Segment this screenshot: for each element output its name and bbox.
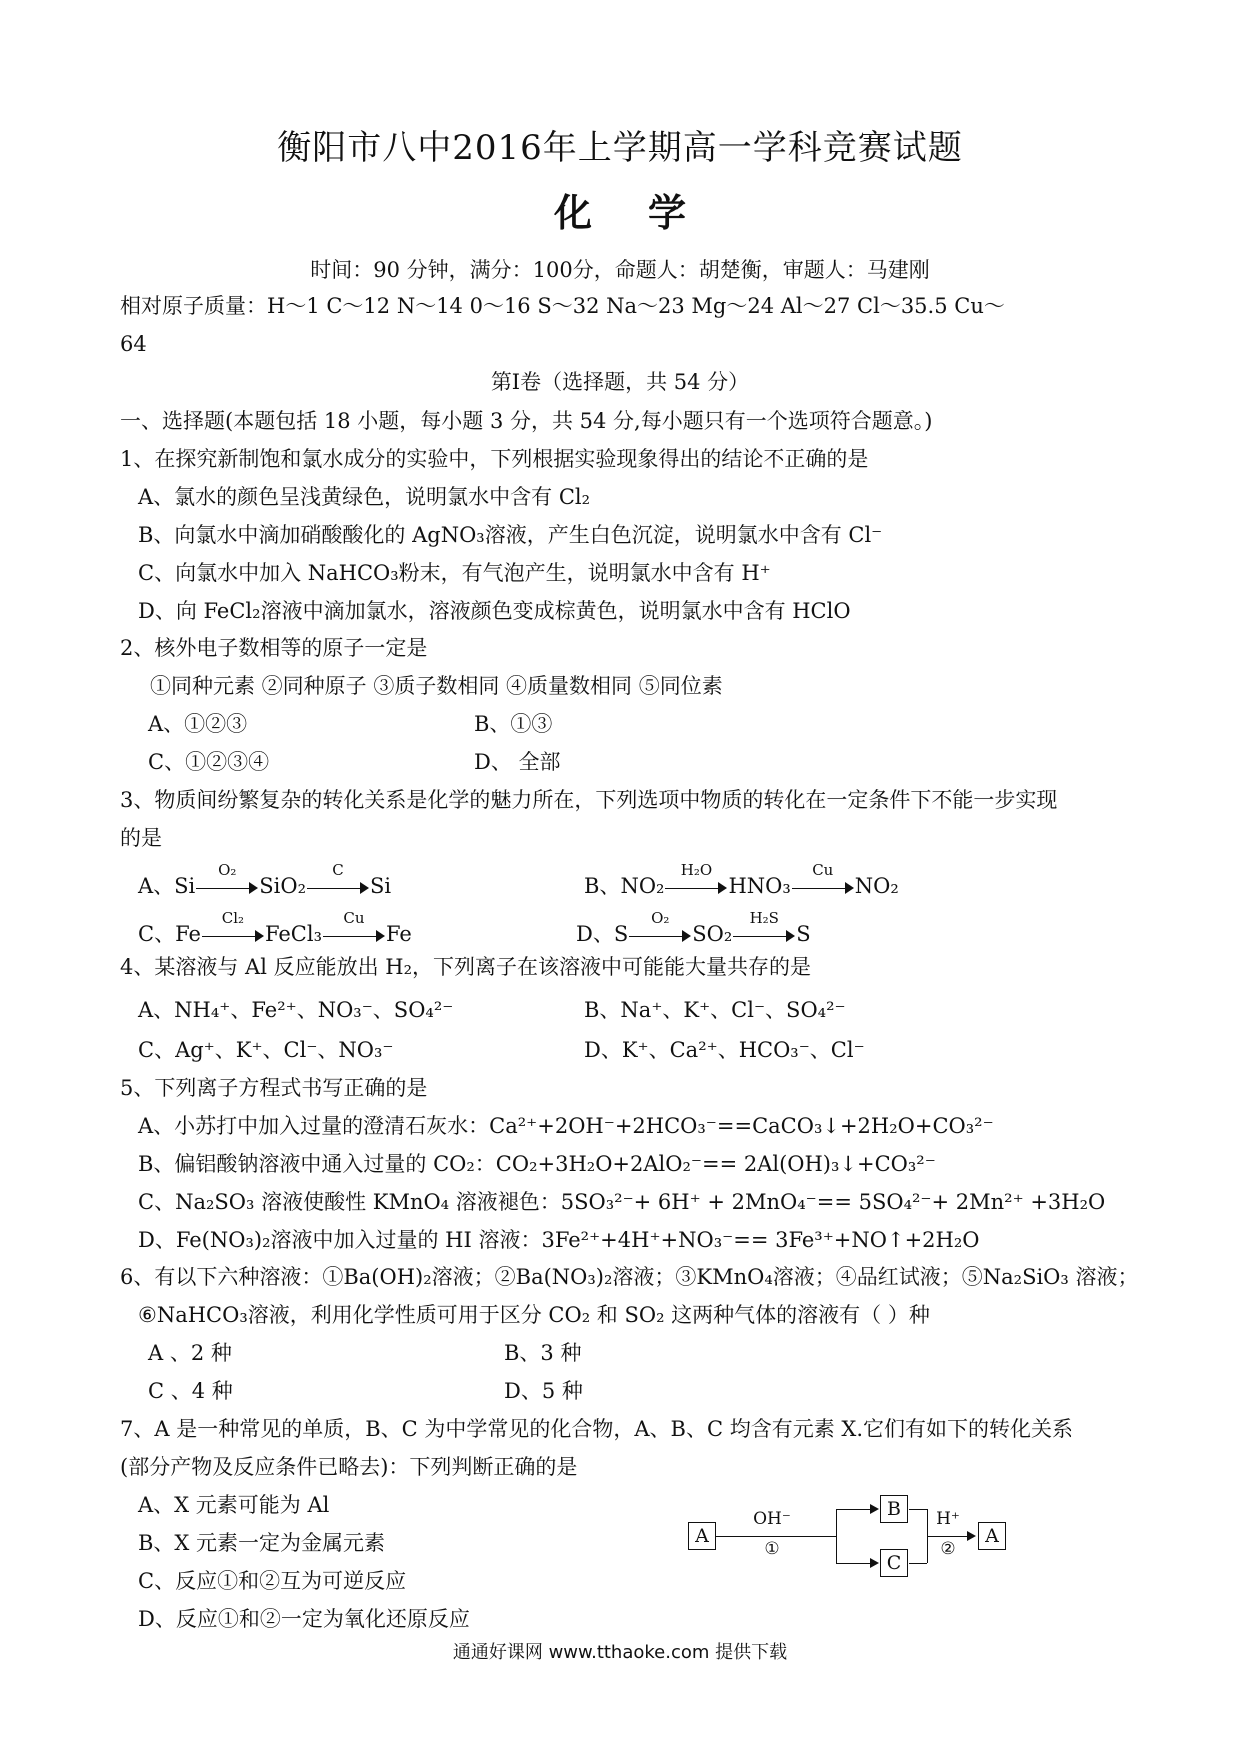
substance: SiO₂ [259, 874, 307, 898]
q1-option-b: B、向氯水中滴加硝酸酸化的 AgNO₃溶液，产生白色沉淀，说明氯水中含有 Cl⁻ [138, 523, 883, 547]
node-end: A [978, 1522, 1006, 1550]
option-label: C、 [138, 922, 176, 946]
q6-option-d: D、5 种 [504, 1379, 583, 1403]
arrow-head [967, 1531, 976, 1541]
section-heading: 第Ⅰ卷（选择题，共 54 分） [490, 370, 750, 394]
atomic-mass-line-cont: 64 [120, 332, 147, 356]
q3-option-a [138, 860, 392, 900]
option-label: A、 [138, 874, 175, 898]
q7-stem-cont: (部分产物及反应条件已略去)：下列判断正确的是 [120, 1455, 578, 1479]
arrow-head [870, 1504, 879, 1514]
q2-option-d: D、 全部 [474, 750, 561, 774]
reaction-arrow [323, 908, 385, 946]
q4-option-c: C、Ag⁺、K⁺、Cl⁻、NO₃⁻ [138, 1038, 394, 1062]
q7-option-c: C、反应①和②互为可逆反应 [138, 1569, 407, 1593]
reaction-arrow [665, 860, 727, 898]
substance: Fe [175, 922, 201, 946]
exam-title: 衡阳市八中2016年上学期高一学科竞赛试题 [277, 128, 963, 168]
substance: Si [174, 874, 196, 898]
reagent: Cl₂ [221, 908, 245, 927]
reagent: H₂O [680, 860, 713, 879]
subject-title: 化学 [553, 190, 742, 235]
atomic-mass-line: 相对原子质量：H～1 C～12 N～14 0～16 S～32 Na～23 Mg～24 Al～27 Cl～35.5 Cu～ [120, 294, 1005, 318]
reaction-arrow [307, 860, 369, 898]
connector [836, 1563, 872, 1564]
section-instruction: 一、选择题(本题包括 18 小题，每小题 3 分，共 54 分,每小题只有一个选项符合题意。) [120, 409, 933, 433]
q4-option-a: A、NH₄⁺、Fe²⁺、NO₃⁻、SO₄²⁻ [138, 998, 454, 1022]
q1-option-c: C、向氯水中加入 NaHCO₃粉末，有气泡产生，说明氯水中含有 H⁺ [138, 561, 771, 585]
condition-bottom: ② [940, 1539, 956, 1559]
option-label: D、 [576, 922, 614, 946]
reagent: H₂S [749, 908, 779, 927]
q3-stem-cont: 的是 [120, 826, 162, 850]
q6-stem-cont: ⑥NaHCO₃溶液，利用化学性质可用于区分 CO₂ 和 SO₂ 这两种气体的溶液有（ ）种 [138, 1303, 930, 1327]
exam-info: 时间：90 分钟，满分：100分，命题人：胡楚衡，审题人：马建刚 [310, 258, 930, 282]
q2-option-c: C、①②③④ [148, 750, 270, 774]
option-label: B、 [584, 874, 621, 898]
condition-top: OH⁻ [753, 1509, 791, 1529]
reaction-arrow [792, 860, 854, 898]
condition-bottom: ① [764, 1539, 780, 1559]
reagent: O₂ [651, 908, 670, 927]
q6-option-b: B、3 种 [504, 1341, 582, 1365]
reaction-arrow [196, 860, 258, 898]
connector [836, 1509, 872, 1510]
reagent: C [332, 860, 344, 879]
substance: NO₂ [620, 874, 665, 898]
q3-option-b [584, 860, 899, 900]
q2-option-a: A、①②③ [148, 712, 248, 736]
substance: S [613, 922, 629, 946]
substance: HNO₃ [728, 874, 791, 898]
q4-option-d: D、K⁺、Ca²⁺、HCO₃⁻、Cl⁻ [584, 1038, 865, 1062]
reagent: O₂ [218, 860, 237, 879]
conversion-diagram [688, 1492, 1008, 1582]
reaction-arrow [629, 908, 691, 946]
reagent: Cu [812, 860, 834, 879]
q5-option-d: D、Fe(NO₃)₂溶液中加入过量的 HI 溶液：3Fe²⁺+4H⁺+NO₃⁻== 3Fe³⁺+NO↑+2H₂O [138, 1228, 980, 1252]
q5-stem: 5、下列离子方程式书写正确的是 [120, 1076, 428, 1100]
node-b: B [880, 1495, 908, 1523]
q1-option-a: A、氯水的颜色呈浅黄绿色，说明氯水中含有 Cl₂ [138, 485, 591, 509]
condition-top: H⁺ [936, 1509, 960, 1529]
connector [927, 1536, 969, 1537]
substance: SO₂ [692, 922, 733, 946]
q3-option-d [576, 908, 811, 948]
substance: FeCl₃ [264, 922, 322, 946]
reaction-arrow [733, 908, 795, 946]
q2-stem: 2、核外电子数相等的原子一定是 [120, 636, 428, 660]
q7-option-b: B、X 元素一定为金属元素 [138, 1531, 386, 1555]
connector [716, 1536, 836, 1537]
q2-items: ①同种元素 ②同种原子 ③质子数相同 ④质量数相同 ⑤同位素 [150, 674, 723, 698]
q1-stem: 1、在探究新制饱和氯水成分的实验中，下列根据实验现象得出的结论不正确的是 [120, 447, 869, 471]
reagent: Cu [343, 908, 365, 927]
substance: Si [370, 874, 392, 898]
q7-stem: 7、A 是一种常见的单质，B、C 为中学常见的化合物，A、B、C 均含有元素 X.它们有如下的转化关系 [120, 1417, 1074, 1441]
node-c: C [880, 1549, 908, 1577]
q6-stem: 6、有以下六种溶液：①Ba(OH)₂溶液；②Ba(NO₃)₂溶液；③KMnO₄溶液；④品红试液；⑤Na₂SiO₃ 溶液； [120, 1265, 1139, 1289]
node-start: A [688, 1522, 716, 1550]
connector [909, 1563, 927, 1564]
q3-stem: 3、物质间纷繁复杂的转化关系是化学的魅力所在，下列选项中物质的转化在一定条件下不能一步实现 [120, 788, 1058, 812]
substance: NO₂ [854, 874, 899, 898]
footer-credit: 通通好课网 www.tthaoke.com 提供下载 [452, 1642, 788, 1663]
q4-option-b: B、Na⁺、K⁺、Cl⁻、SO₄²⁻ [584, 998, 846, 1022]
q6-option-c: C 、4 种 [148, 1379, 233, 1403]
q3-option-c [138, 908, 412, 948]
q5-option-a: A、小苏打中加入过量的澄清石灰水：Ca²⁺+2OH⁻+2HCO₃⁻==CaCO₃↓+2H₂O+CO₃²⁻ [138, 1114, 994, 1138]
q5-option-c: C、Na₂SO₃ 溶液使酸性 KMnO₄ 溶液褪色：5SO₃²⁻+ 6H⁺ + 2MnO₄⁻== 5SO₄²⁻+ 2Mn²⁺ +3H₂O [138, 1190, 1106, 1214]
q1-option-d: D、向 FeCl₂溶液中滴加氯水，溶液颜色变成棕黄色，说明氯水中含有 HClO [138, 599, 851, 623]
q5-option-b: B、偏铝酸钠溶液中通入过量的 CO₂：CO₂+3H₂O+2AlO₂⁻== 2Al(OH)₃↓+CO₃²⁻ [138, 1152, 936, 1176]
q2-option-b: B、①③ [474, 712, 553, 736]
q7-option-a: A、X 元素可能为 Al [138, 1493, 330, 1517]
reaction-arrow [202, 908, 264, 946]
q7-option-d: D、反应①和②一定为氧化还原反应 [138, 1607, 470, 1631]
q6-option-a: A 、2 种 [148, 1341, 232, 1365]
arrow-head [870, 1558, 879, 1568]
connector [836, 1509, 837, 1563]
substance: S [796, 922, 811, 946]
connector [909, 1509, 927, 1510]
q4-stem: 4、某溶液与 Al 反应能放出 H₂，下列离子在该溶液中可能能大量共存的是 [120, 955, 811, 979]
substance: Fe [386, 922, 412, 946]
